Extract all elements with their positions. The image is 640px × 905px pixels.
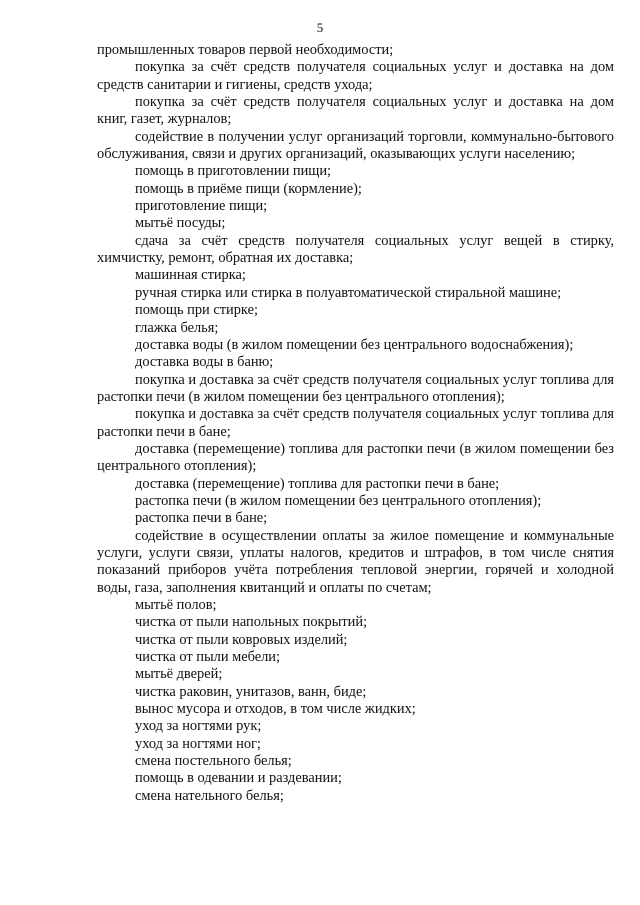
paragraph: содействие в осуществлении оплаты за жилое помещение и коммунальные услуги, услуги связи, уплаты налогов, кредитов и штрафов, в том числе снятия показаний приборов учёта потребления тепловой энергии, горячей и холодной воды, газа, заполнения квитанций и оплаты по счетам; [97,527,614,596]
paragraph: сдача за счёт средств получателя социальных услуг вещей в стирку, химчистку, ремонт, обратная их доставка; [97,232,614,267]
paragraph: чистка от пыли напольных покрытий; [135,614,368,631]
paragraph: мытьё полов; [135,597,217,613]
paragraph: помощь в одевании и раздевании; [135,770,342,787]
paragraph: смена нательного белья; [135,787,284,804]
paragraph: чистка от пыли ковровых изделий; [135,631,348,648]
paragraph: покупка за счёт средств получателя социальных услуг и доставка на дом книг, газет, журналов; [97,94,614,128]
paragraph: покупка за счёт средств получателя социальных услуг и доставка на дом средств санитарии и гигиены, средств ухода; [97,59,614,93]
paragraph: растопка печи в бане; [135,510,268,527]
paragraph: мытьё дверей; [135,666,223,683]
paragraph: смена постельного белья; [135,753,292,770]
paragraph: уход за ногтями ног; [135,735,261,752]
page-number: 5 [316,20,324,35]
paragraph: чистка от пыли мебели; [135,649,281,666]
paragraph: глажка белья; [135,319,219,336]
paragraph: мытьё посуды; [135,215,226,232]
paragraph: промышленных товаров первой необходимости; [97,42,394,58]
paragraph: покупка и доставка за счёт средств получателя социальных услуг топлива для растопки печи в бане; [97,406,614,440]
paragraph: растопка печи (в жилом помещении без центрального отопления); [135,492,542,509]
document-body [97,42,614,805]
paragraph: вынос мусора и отходов, в том числе жидких; [135,701,416,718]
paragraph: доставка воды в баню; [135,354,274,371]
paragraph: покупка и доставка за счёт средств получателя социальных услуг топлива для растопки печи (в жилом помещении без центрального отопления); [97,371,614,405]
paragraph: помощь в приготовлении пищи; [135,163,332,180]
paragraph: уход за ногтями рук; [135,718,262,735]
paragraph: чистка раковин, унитазов, ванн, биде; [135,683,367,700]
paragraph: доставка (перемещение) топлива для растопки печи в бане; [135,475,500,492]
paragraph: доставка (перемещение) топлива для растопки печи (в жилом помещении без центрального отопления); [97,440,614,475]
paragraph: приготовление пищи; [135,198,268,215]
paragraph: ручная стирка или стирка в полуавтоматической стиральной машине; [135,284,562,301]
paragraph: помощь в приёме пищи (кормление); [135,180,362,197]
paragraph: машинная стирка; [135,267,246,284]
paragraph: содействие в получении услуг организаций торговли, коммунально-бытового обслуживания, связи и других организаций, оказывающих услуги населению; [97,128,614,163]
paragraph: помощь при стирке; [135,302,258,319]
paragraph: доставка воды (в жилом помещении без центрального водоснабжения); [135,336,574,353]
